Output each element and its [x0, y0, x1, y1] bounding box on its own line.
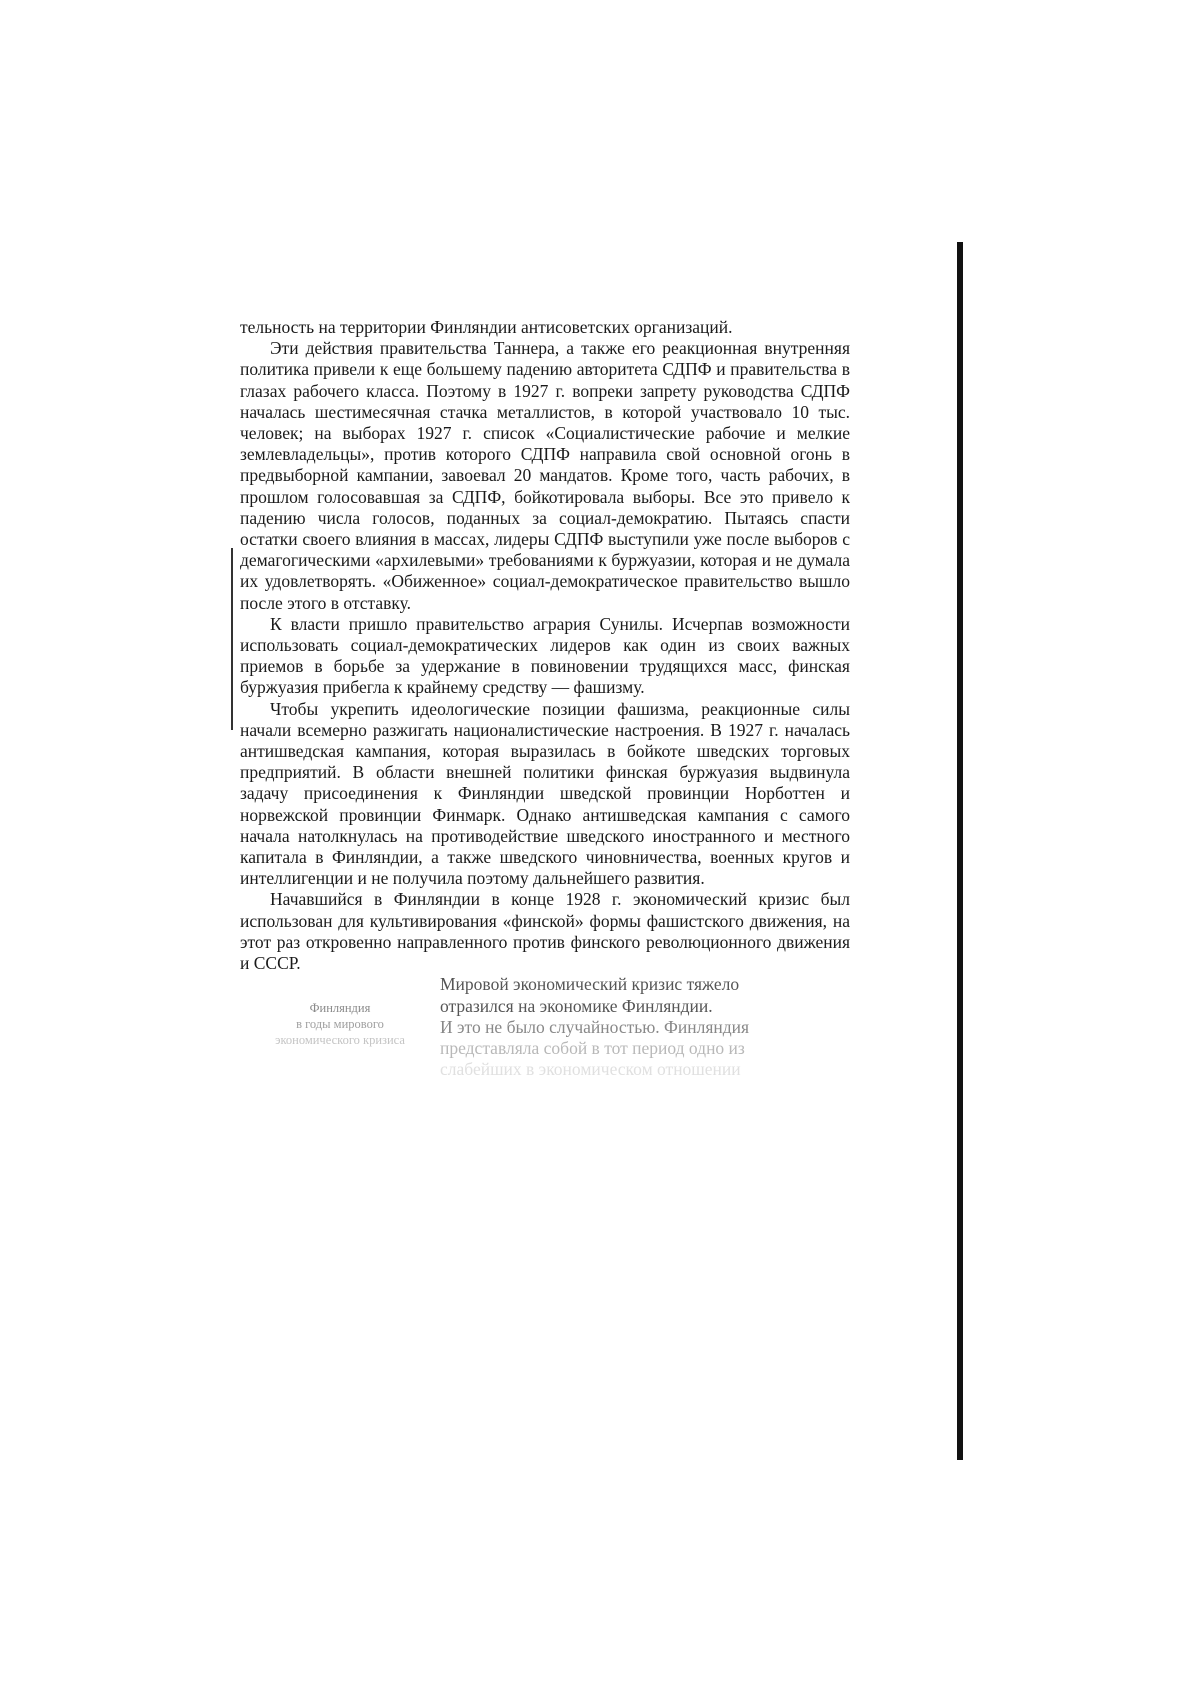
faded-paragraph: [440, 974, 850, 1080]
marginal-note-line-2: в годы мирового: [296, 1017, 384, 1032]
paragraph-1: тельность на территории Финляндии антисоветских организаций.: [240, 317, 733, 337]
scan-left-edge: [231, 548, 233, 730]
faded-section: [240, 974, 850, 1174]
paragraph-5: Начавшийся в Финляндии в конце 1928 г. экономический кризис был использован для культивирования «финской» формы фашистского движения, на этот раз откровенно направленного против финского революционного движения и СССР.: [240, 889, 850, 974]
marginal-note: [260, 1000, 420, 1048]
marginal-note-line-1: Финляндия: [309, 1001, 371, 1016]
faded-line-3: И это не было случайностью. Финляндия: [440, 1016, 750, 1037]
paragraph-3: К власти пришло правительство агрария Сунилы. Исчерпав возможности использовать социал-демократических лидеров как один из своих важных приемов в борьбе за удержание в повиновении трудящихся масс, финская буржуазия прибегла к крайнему средству — фашизму.: [240, 613, 850, 698]
marginal-note-line-3: экономического кризиса: [275, 1033, 405, 1048]
faded-line-1: Мировой экономический кризис тяжело: [440, 974, 740, 995]
faded-line-2: отразился на экономике Финляндии.: [440, 995, 713, 1016]
paragraph-2: Эти действия правительства Таннера, а также его реакционная внутренняя политика привели к еще большему падению авторитета СДПФ и правительства в глазах рабочего класса. Поэтому в 1927 г. вопреки запрету руководства СДПФ началась шестимесячная стачка металлистов, в которой участвовало 10 тыс. человек; на выборах 1927 г. список «Социалистические рабочие и мелкие землевладельцы», против которого СДПФ направила свой основной огонь в предвыборной кампании, завоевал 20 мандатов. Кроме того, часть рабочих, в прошлом голосовавшая за СДПФ, бойкотировала выборы. Все это привело к падению числа голосов, поданных за социал-демократию. Пытаясь спасти остатки своего влияния в массах, лидеры СДПФ выступили уже после выборов с демагогическими «архилевыми» требованиями к буржуазии, которая и не думала их удовлетворять. «Обиженное» социал-демократическое правительство вышло после этого в отставку.: [240, 338, 850, 613]
page-body: [240, 317, 850, 1174]
faded-line-4: представляла собой в тот период одно из: [440, 1037, 745, 1058]
scan-edge-bar: [957, 242, 963, 1460]
paragraph-4: Чтобы укрепить идеологические позиции фашизма, реакционные силы начали всемерно разжигать националистические настроения. В 1927 г. началась антишведская кампания, которая выразилась в бойкоте шведских торговых предприятий. В области внешней политики финская буржуазия выдвинула задачу присоединения к Финляндии шведской провинции Норботтен и норвежской провинции Финмарк. Однако антишведская кампания с самого начала натолкнулась на противодействие шведского иностранного и местного капитала в Финляндии, а также шведского чиновничества, военных кругов и интеллигенции и не получила поэтому дальнейшего развития.: [240, 698, 850, 889]
faded-line-5: слабейших в экономическом отношении: [440, 1059, 741, 1080]
